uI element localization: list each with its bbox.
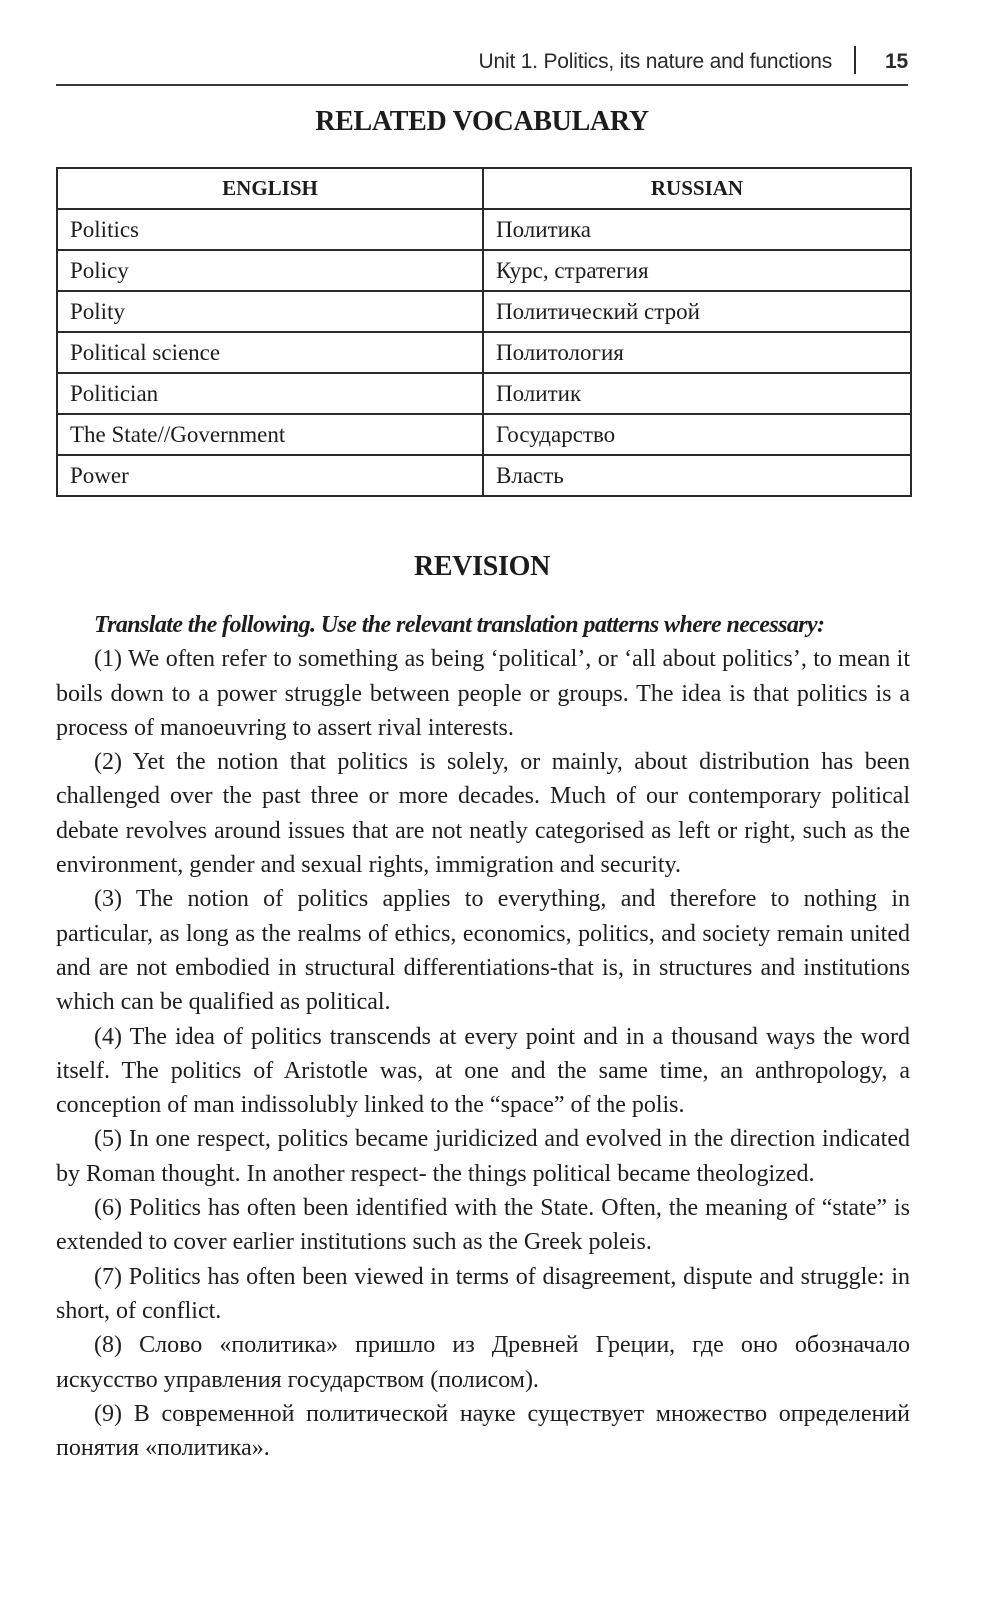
english-term: Power (57, 455, 483, 496)
table-row (57, 291, 911, 332)
table-row (57, 414, 911, 455)
table-row (57, 250, 911, 291)
column-header-russian: RUSSIAN (483, 168, 911, 209)
exercise-paragraph-4: (4) The idea of politics transcends at every point and in a thousand ways the word itself. The politics of Aristotle was, at one and the same time, an anthropology, a conception of man indissolubly linked to the “space” of the polis. (56, 1023, 910, 1119)
english-term: Polity (57, 291, 483, 332)
revision-section (56, 608, 910, 1465)
exercise-paragraph-1: (1) We often refer to something as being ‘political’, or ‘all about politics’, to mean it boils down to a power struggle between people or groups. The idea is that politics is a process of manoeuvring to assert rival interests. (56, 646, 910, 741)
russian-term: Курс, стратегия (483, 250, 911, 291)
exercise-paragraph-9: (9) В современной политической науке существует множество определений понятия «политика». (56, 1400, 910, 1462)
header-separator (854, 46, 856, 74)
exercise-paragraph-2: (2) Yet the notion that politics is solely, or mainly, about distribution has been challenged over the past three or more decades. Much of our contemporary political debate revolves around issues that are not neatly categorised as left or right, such as the environment, gender and sexual rights, immigration and security. (56, 749, 910, 879)
russian-term: Власть (483, 455, 911, 496)
vocabulary-heading: RELATED VOCABULARY (315, 106, 649, 137)
russian-term: Политический строй (483, 291, 911, 332)
russian-term: Политика (483, 209, 911, 250)
russian-term: Политология (483, 332, 911, 373)
exercise-paragraph-3: (3) The notion of politics applies to everything, and therefore to nothing in particular, as long as the realms of ethics, economics, politics, and society remain united and are not embodied in structural differentiations-that is, in structures and institutions which can be qualified as political. (56, 886, 910, 1016)
exercise-paragraph-8: (8) Слово «политика» пришло из Древней Греции, где оно обозначало искусство управления государством (полисом). (56, 1332, 910, 1393)
table-row (57, 332, 911, 373)
table-header-row (57, 168, 911, 209)
english-term: Politician (57, 373, 483, 414)
revision-heading: REVISION (413, 551, 551, 582)
russian-term: Политик (483, 373, 911, 414)
exercise-instruction: Translate the following. Use the relevant translation patterns where necessary: (94, 612, 825, 638)
english-term: Political science (57, 332, 483, 373)
vocabulary-table (56, 167, 912, 497)
column-header-english: ENGLISH (57, 168, 483, 209)
exercise-paragraph-5: (5) In one respect, politics became juridicized and evolved in the direction indicated by Roman thought. In another respect- the things political became theologized. (56, 1126, 910, 1187)
english-term: The State//Government (57, 414, 483, 455)
russian-term: Государство (483, 414, 911, 455)
table-row (57, 455, 911, 496)
exercise-paragraph-7: (7) Politics has often been viewed in terms of disagreement, dispute and struggle: in short, of conflict. (56, 1263, 910, 1324)
exercise-paragraph-6: (6) Politics has often been identified with the State. Often, the meaning of “state” is extended to cover earlier institutions such as the Greek poleis. (56, 1195, 910, 1256)
table-row (57, 209, 911, 250)
page-number: 15 (885, 50, 908, 73)
english-term: Politics (57, 209, 483, 250)
table-row (57, 373, 911, 414)
running-title: Unit 1. Politics, its nature and functions (478, 50, 832, 73)
running-header (56, 44, 908, 86)
english-term: Policy (57, 250, 483, 291)
